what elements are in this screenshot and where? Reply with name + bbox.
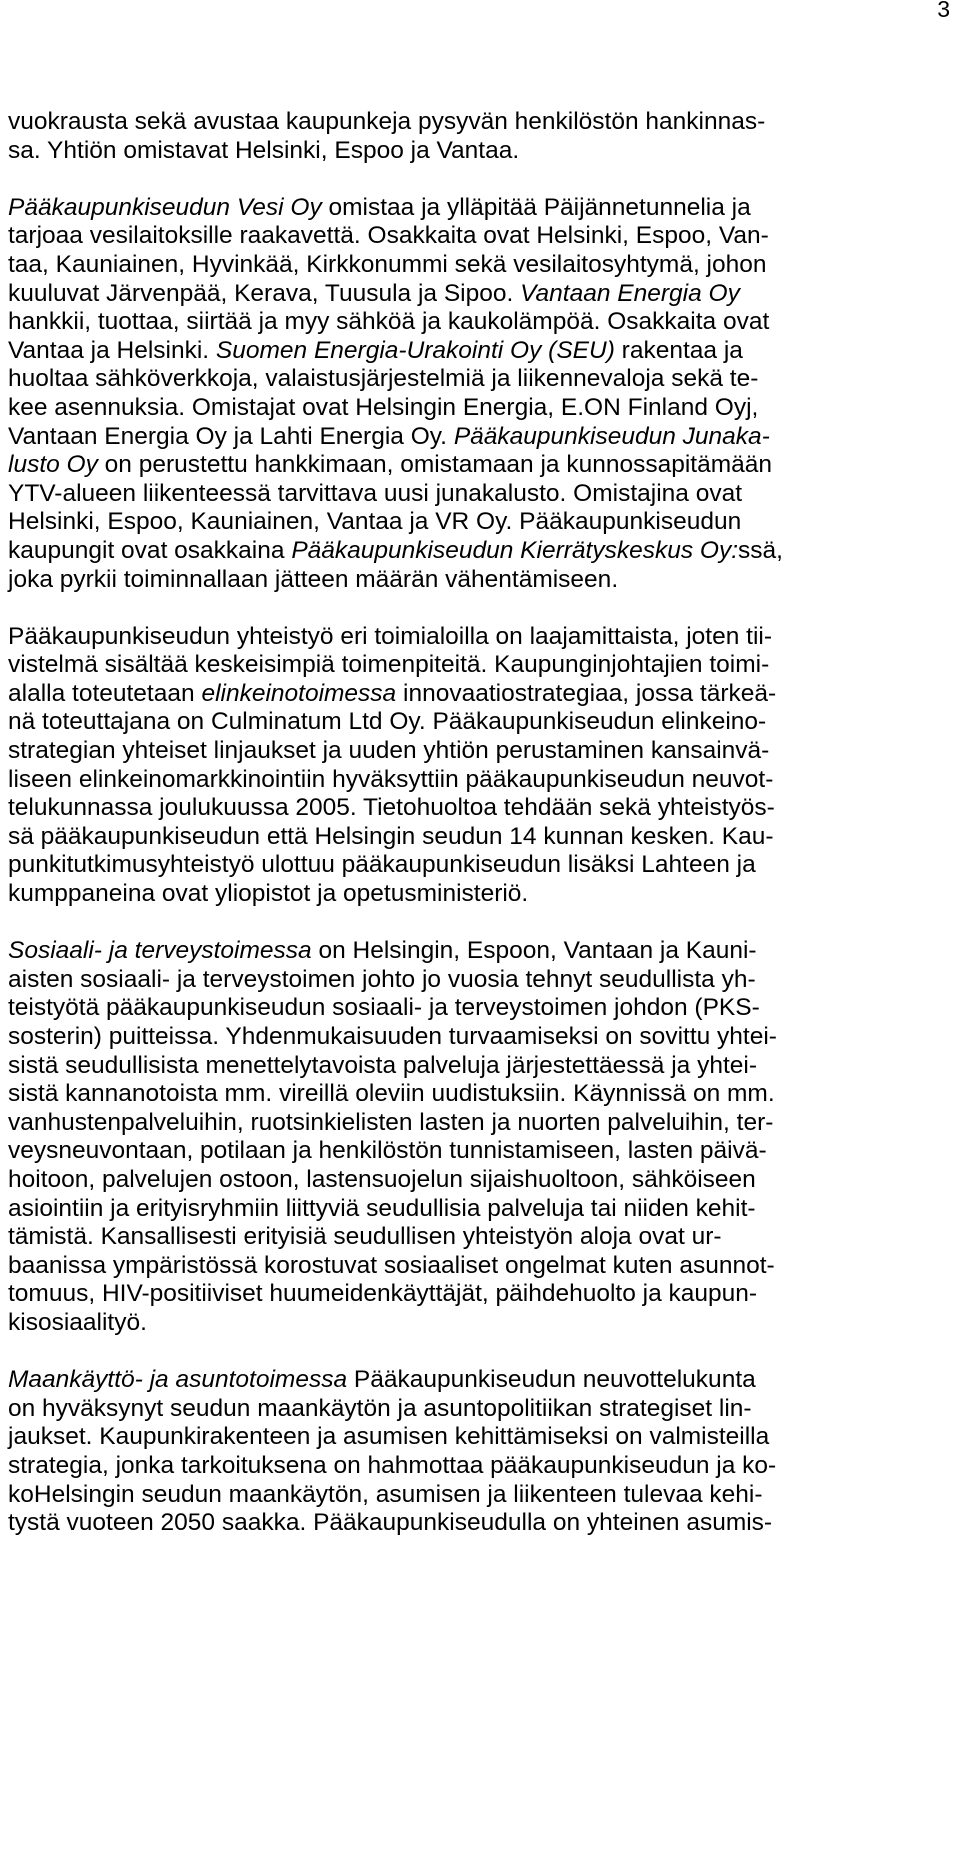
text-span: rakentaa ja xyxy=(614,336,743,364)
text-span: ssä, xyxy=(738,536,783,564)
italic-text: Pääkaupunkiseudun Vesi Oy xyxy=(8,193,322,221)
paragraph xyxy=(8,108,958,165)
text-line xyxy=(8,680,958,709)
text-line xyxy=(8,966,958,995)
text-line xyxy=(8,737,958,766)
text-span: teistyötä pääkaupunkiseudun sosiaali- ja terveystoimen johdon (PKS- xyxy=(8,994,760,1022)
paragraph xyxy=(8,937,958,1337)
text-line xyxy=(8,222,958,251)
text-line xyxy=(8,1195,958,1224)
paragraph-gap xyxy=(8,909,958,938)
text-span: tomuus, HIV-positiiviset huumeidenkäyttäjät, päihdehuolto ja kaupun- xyxy=(8,1280,758,1308)
text-span: Vantaa ja Helsinki. xyxy=(8,336,216,364)
italic-text: Sosiaali- ja terveystoimessa xyxy=(8,937,312,965)
text-span: baanissa ympäristössä korostuvat sosiaaliset ongelmat kuten asunnot- xyxy=(8,1251,775,1279)
text-line xyxy=(8,251,958,280)
text-span: Helsinki, Espoo, Kauniainen, Vantaa ja VR Oy. Pääkaupunkiseudun xyxy=(8,508,742,536)
text-line xyxy=(8,1252,958,1281)
text-line xyxy=(8,1080,958,1109)
text-span: tystä vuoteen 2050 saakka. Pääkaupunkiseudulla on yhteinen asumis- xyxy=(8,1509,773,1537)
text-line xyxy=(8,1452,958,1481)
text-span: asiointiin ja erityisryhmiin liittyviä seudullisia palveluja tai niiden kehit- xyxy=(8,1194,756,1222)
text-line xyxy=(8,880,958,909)
italic-text: Suomen Energia-Urakointi Oy (SEU) xyxy=(215,336,615,364)
text-line xyxy=(8,766,958,795)
text-line xyxy=(8,1109,958,1138)
text-line xyxy=(8,937,958,966)
text-span: kee asennuksia. Omistajat ovat Helsingin Energia, E.ON Finland Oyj, xyxy=(8,393,759,421)
text-span: punkitutkimusyhteistyö ulottuu pääkaupunkiseudun lisäksi Lahteen ja xyxy=(8,851,756,879)
text-span: sosterin) puitteissa. Yhdenmukaisuuden turvaamiseksi on sovittu yhtei- xyxy=(8,1023,777,1050)
text-line xyxy=(8,1309,958,1338)
text-span: taa, Kauniainen, Hyvinkää, Kirkkonummi sekä vesilaitosyhtymä, johon xyxy=(8,250,767,278)
text-span: liseen elinkeinomarkkinointiin hyväksyttiin pääkaupunkiseudun neuvot- xyxy=(8,765,774,793)
text-line xyxy=(8,108,958,137)
text-span: tämistä. Kansallisesti erityisiä seudullisen yhteistyön aloja ovat ur- xyxy=(8,1223,722,1251)
italic-text: Pääkaupunkiseudun Junaka- xyxy=(453,422,770,450)
text-line xyxy=(8,508,958,537)
text-line xyxy=(8,1280,958,1309)
text-span: Pääkaupunkiseudun neuvottelukunta xyxy=(347,1366,756,1394)
document-body xyxy=(8,108,958,1538)
text-span: telukunnassa joulukuussa 2005. Tietohuoltoa tehdään sekä yhteistyös- xyxy=(8,794,775,822)
text-line xyxy=(8,1423,958,1452)
paragraph xyxy=(8,194,958,594)
text-span: kisosiaalityö. xyxy=(8,1308,147,1336)
italic-text: Maankäyttö- ja asuntotoimessa xyxy=(8,1366,348,1394)
text-line xyxy=(8,194,958,223)
text-line xyxy=(8,823,958,852)
text-span: vuokrausta sekä avustaa kaupunkeja pysyvän henkilöstön hankinnas- xyxy=(8,108,766,135)
text-line xyxy=(8,365,958,394)
text-line xyxy=(8,1137,958,1166)
text-span: kumppaneina ovat yliopistot ja opetusministeriö. xyxy=(8,880,529,908)
text-line xyxy=(8,1481,958,1510)
text-span: Pääkaupunkiseudun yhteistyö eri toimialoilla on laajamittaista, joten tii- xyxy=(8,622,772,650)
text-span: on Helsingin, Espoon, Vantaan ja Kauni- xyxy=(311,937,757,965)
text-line xyxy=(8,1223,958,1252)
page-number: 3 xyxy=(937,0,950,22)
text-span: vistelmä sisältää keskeisimpiä toimenpiteitä. Kaupunginjohtajien toimi- xyxy=(8,651,770,679)
italic-text: elinkeinotoimessa xyxy=(201,679,397,707)
text-span: kuuluvat Järvenpää, Kerava, Tuusula ja Sipoo. xyxy=(8,279,521,307)
text-span: sistä kannanotoista mm. vireillä oleviin uudistuksiin. Käynnissä on mm. xyxy=(8,1080,775,1108)
paragraph-gap xyxy=(8,594,958,623)
italic-text: Pääkaupunkiseudun Kierrätyskeskus Oy: xyxy=(291,536,738,564)
text-span: strategia, jonka tarkoituksena on hahmottaa pääkaupunkiseudun ja ko- xyxy=(8,1451,777,1479)
text-line xyxy=(8,1366,958,1395)
italic-text: Vantaan Energia Oy xyxy=(520,279,740,307)
text-span: YTV-alueen liikenteessä tarvittava uusi junakalusto. Omistajina ovat xyxy=(8,479,743,507)
text-span: veysneuvontaan, potilaan ja henkilöstön tunnistamiseen, lasten päivä- xyxy=(8,1137,767,1165)
text-span: innovaatiostrategiaa, jossa tärkeä- xyxy=(396,679,777,707)
text-span: on perustettu hankkimaan, omistamaan ja kunnossapitämään xyxy=(97,451,773,479)
text-line xyxy=(8,708,958,737)
paragraph xyxy=(8,1366,958,1538)
text-span: huoltaa sähköverkkoja, valaistusjärjestelmiä ja liikennevaloja sekä te- xyxy=(8,365,759,393)
text-line xyxy=(8,537,958,566)
text-line xyxy=(8,794,958,823)
text-line xyxy=(8,1023,958,1052)
text-line xyxy=(8,994,958,1023)
text-line xyxy=(8,851,958,880)
italic-text: lusto Oy xyxy=(8,451,98,479)
text-span: strategian yhteiset linjaukset ja uuden yhtiön perustaminen kansainvä- xyxy=(8,737,770,765)
text-span: Vantaan Energia Oy ja Lahti Energia Oy. xyxy=(8,422,454,450)
text-line xyxy=(8,423,958,452)
text-span: hoitoon, palvelujen ostoon, lastensuojelun sijaishuoltoon, sähköiseen xyxy=(8,1165,756,1193)
text-line xyxy=(8,137,958,166)
text-span: on hyväksynyt seudun maankäytön ja asuntopolitiikan strategiset lin- xyxy=(8,1394,752,1422)
text-span: joka pyrkii toiminnallaan jätteen määrän vähentämiseen. xyxy=(8,565,619,593)
text-span: sa. Yhtiön omistavat Helsinki, Espoo ja Vantaa. xyxy=(8,136,520,164)
text-line xyxy=(8,1166,958,1195)
text-span: alalla toteutetaan xyxy=(8,679,202,707)
text-line xyxy=(8,623,958,652)
text-span: koHelsingin seudun maankäytön, asumisen ja liikenteen tulevaa kehi- xyxy=(8,1480,763,1508)
text-span: omistaa ja ylläpitää Päijännetunnelia ja xyxy=(321,193,751,221)
text-span: sä pääkaupunkiseudun että Helsingin seudun 14 kunnan kesken. Kau- xyxy=(8,822,774,850)
text-line xyxy=(8,308,958,337)
text-span: kaupungit ovat osakkaina xyxy=(8,536,292,564)
text-span: jaukset. Kaupunkirakenteen ja asumisen kehittämiseksi on valmisteilla xyxy=(8,1423,770,1451)
text-span: vanhustenpalveluihin, ruotsinkielisten lasten ja nuorten palveluihin, ter- xyxy=(8,1108,774,1136)
text-line xyxy=(8,394,958,423)
paragraph xyxy=(8,623,958,909)
text-line xyxy=(8,480,958,509)
text-line xyxy=(8,451,958,480)
text-line xyxy=(8,280,958,309)
text-line xyxy=(8,1052,958,1081)
text-line xyxy=(8,337,958,366)
text-line xyxy=(8,566,958,595)
text-span: aisten sosiaali- ja terveystoimen johto jo vuosia tehnyt seudullista yh- xyxy=(8,965,756,993)
text-span: nä toteuttajana on Culminatum Ltd Oy. Pääkaupunkiseudun elinkeino- xyxy=(8,708,767,736)
paragraph-gap xyxy=(8,1338,958,1367)
text-line xyxy=(8,1509,958,1538)
text-span: tarjoaa vesilaitoksille raakavettä. Osakkaita ovat Helsinki, Espoo, Van- xyxy=(8,222,769,250)
text-line xyxy=(8,651,958,680)
text-line xyxy=(8,1395,958,1424)
paragraph-gap xyxy=(8,165,958,194)
text-span: hankkii, tuottaa, siirtää ja myy sähköä ja kaukolämpöä. Osakkaita ovat xyxy=(8,308,770,336)
text-span: sistä seudullisista menettelytavoista palveluja järjestettäessä ja yhtei- xyxy=(8,1051,757,1079)
